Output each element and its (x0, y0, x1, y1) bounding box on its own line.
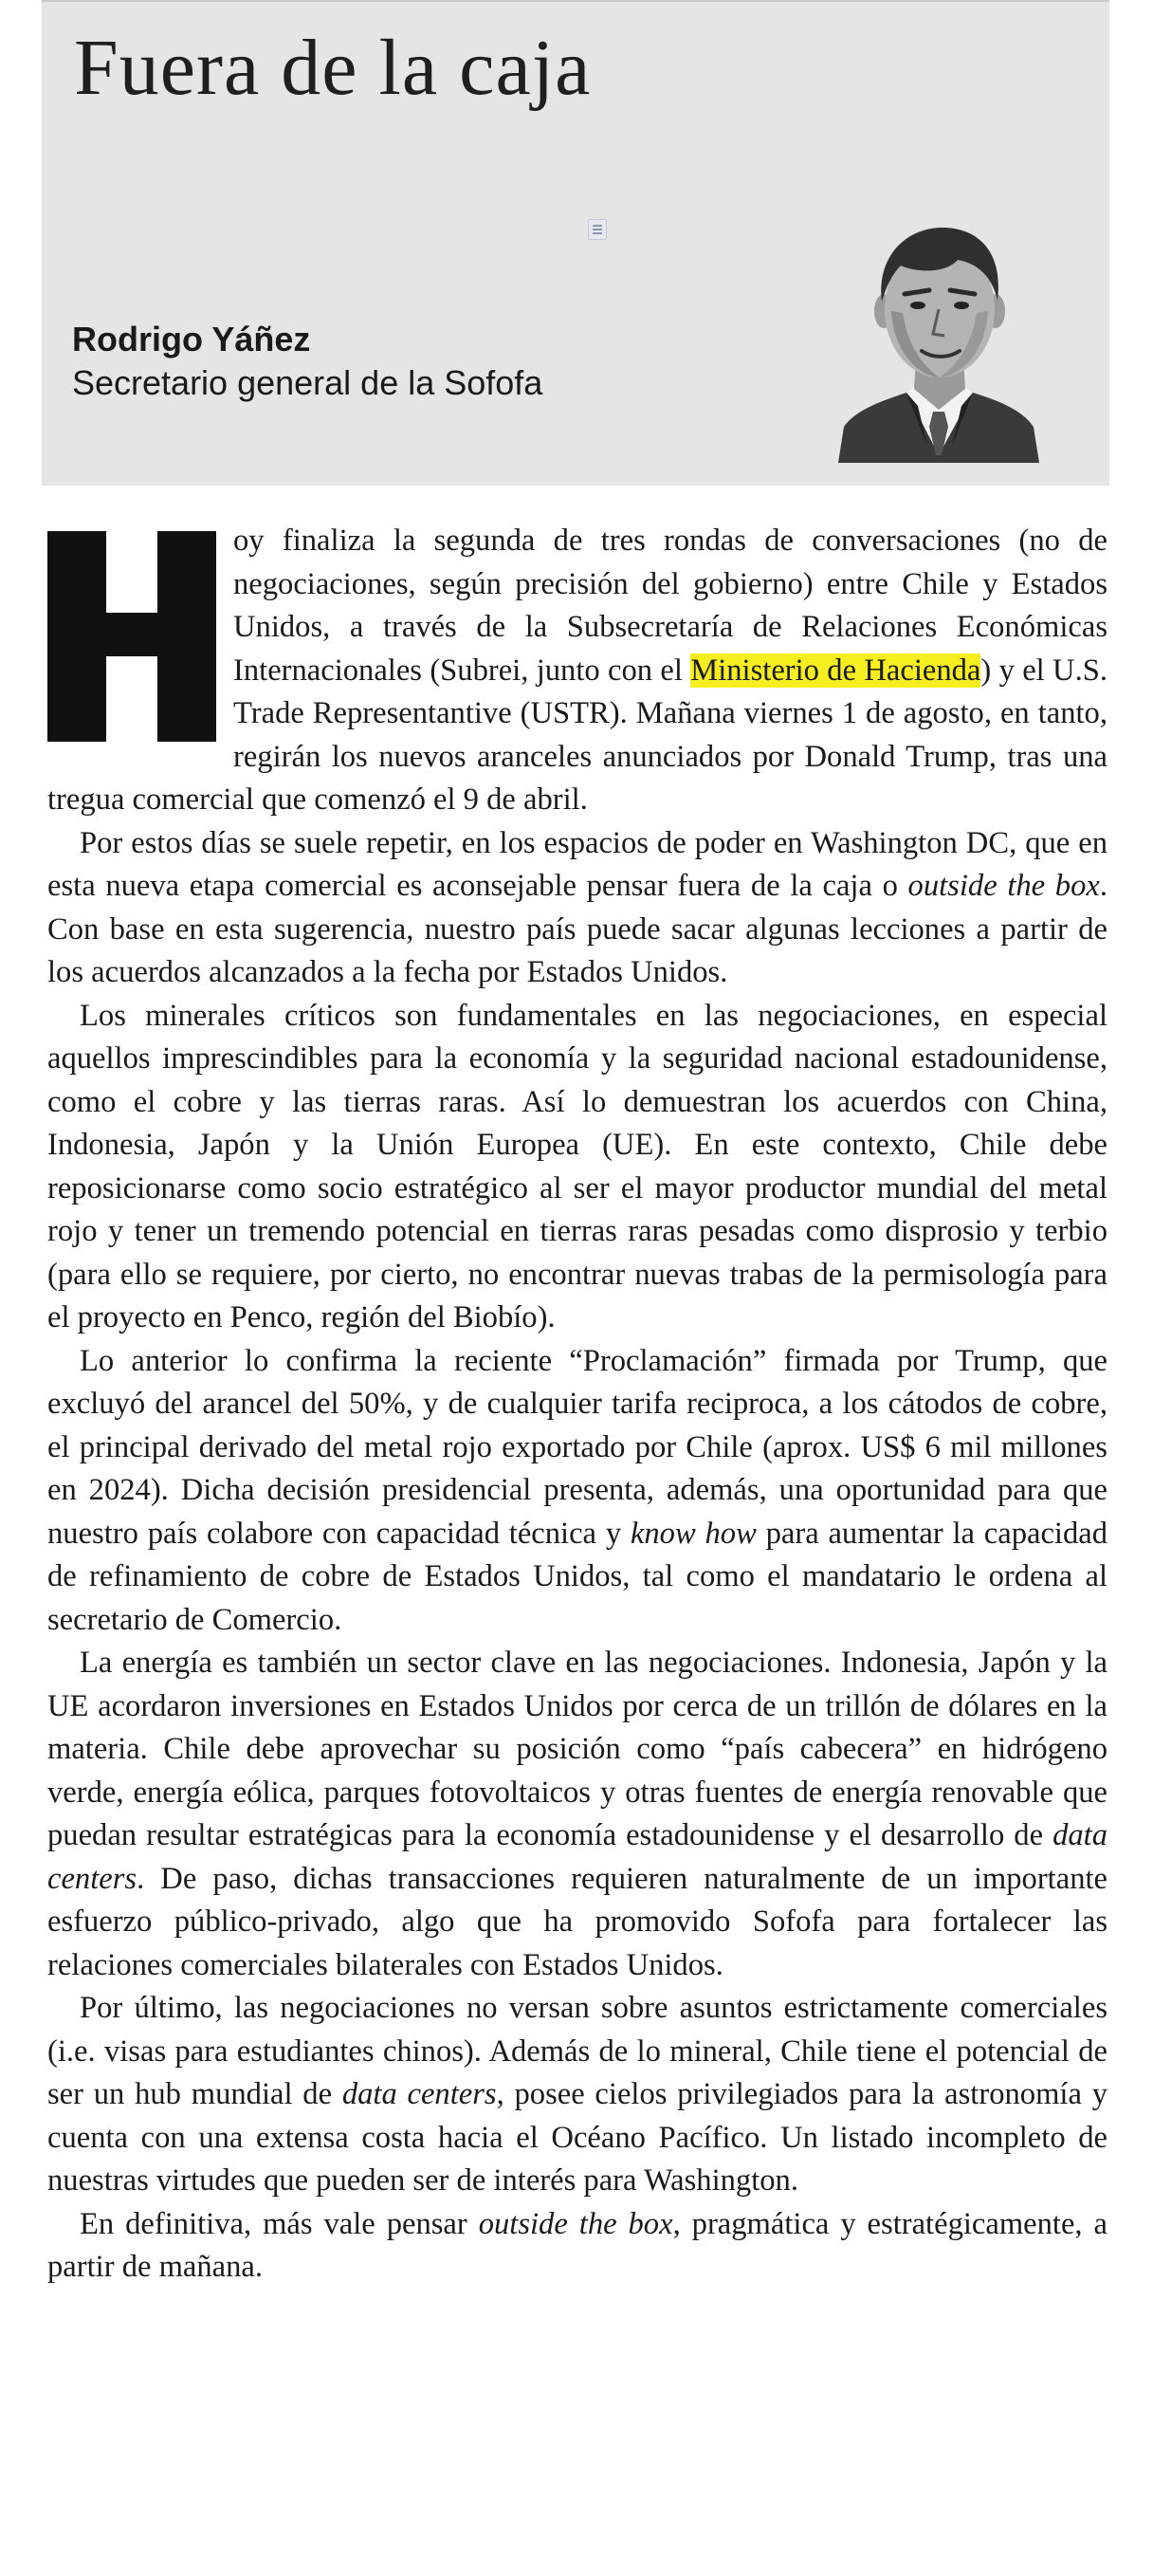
article-body (47, 520, 1107, 2290)
author-portrait-icon (834, 207, 1043, 463)
column-title: Fuera de la caja (74, 24, 592, 112)
paragraph-4: Lo anterior lo confirma la reciente “Proclamación” firmada por Trump, que excluyó del arancel del 50%, y de cualquier tarifa reciproca, a los cátodos de cobre, el principal derivado del metal rojo exportado por Chile (aprox. US$ 6 mil millones en 2024). Dicha decisión presidencial presenta, además, una oportunidad para que nuestro país colabore con capacidad técnica y know how para aumentar la capacidad de refinamiento de cobre de Estados Unidos, tal como el mandatario le ordena al secretario de Comercio. (47, 1343, 1107, 1637)
drop-cap (47, 531, 216, 742)
paragraph-6: Por último, las negociaciones no versan sobre asuntos estrictamente comerciales (i.e. visas para estudiantes chinos). Además de lo mineral, Chile tiene el potencial de ser un hub mundial de data centers, posee cielos privilegiados para la astronomía y cuenta con una extensa costa hacia el Océano Pacífico. Un listado incompleto de nuestras virtudes que pueden ser de interés para Washington. (47, 1991, 1107, 2198)
paragraph-2: Por estos días se suele repetir, en los espacios de poder en Washington DC, que en esta nueva etapa comercial es aconsejable pensar fuera de la caja o outside the box. Con base en esta sugerencia, nuestro país puede sacar algunas lecciones a partir de los acuerdos alcanzados a la fecha por Estados Unidos. (47, 825, 1107, 989)
highlighted-text: Ministerio de Hacienda (690, 653, 981, 688)
author-role: Secretario general de la Sofofa (72, 363, 543, 402)
paragraph-3: Los minerales críticos son fundamentales en las negociaciones, en especial aquellos imprescindibles para la economía y la seguridad nacional estadounidense, como el cobre y las tierras raras. Así lo demuestran los acuerdos con China, Indonesia, Japón y la Unión Europea (UE). En este contexto, Chile debe reposicionarse como socio estratégico al ser el mayor productor mundial del metal rojo y tener un tremendo potencial en tierras raras pesadas como disprosio y terbio (para ello se requiere, por cierto, no encontrar nuevas trabas de la permisología para el proyecto en Penco, región del Biobío). (47, 998, 1107, 1334)
note-annotation-icon[interactable] (588, 219, 607, 240)
paragraph-1: oy finaliza la segunda de tres rondas de conversaciones (no de negociaciones, según precisión del gobierno) entre Chile y Estados Unidos, a través de la Subsecretaría de Relaciones Económicas Internacionales (Subrei, junto con el Ministerio de Hacienda) y el U.S. Trade Representantive (USTR). Mañana viernes 1 de agosto, en tanto, regirán los nuevos aranceles anunciados por Donald Trump, tras una tregua comercial que comenzó el 9 de abril. (47, 524, 1107, 817)
paragraph-7: En definitiva, más vale pensar outside the box, pragmática y estratégicamente, a partir de mañana. (47, 2206, 1107, 2284)
author-name: Rodrigo Yáñez (72, 320, 311, 359)
paragraph-5: La energía es también un sector clave en las negociaciones. Indonesia, Japón y la UE acordaron inversiones en Estados Unidos por cerca de un trillón de dólares en la materia. Chile debe aprovechar su posición como “país cabecera” en hidrógeno verde, energía eólica, parques fotovoltaicos y otras fuentes de energía renovable que puedan resultar estratégicas para la economía estadounidense y el desarrollo de data centers. De paso, dichas transacciones requieren naturalmente de un importante esfuerzo público-privado, algo que ha promovido Sofofa para fortalecer las relaciones comerciales bilaterales con Estados Unidos. (47, 1646, 1107, 1982)
